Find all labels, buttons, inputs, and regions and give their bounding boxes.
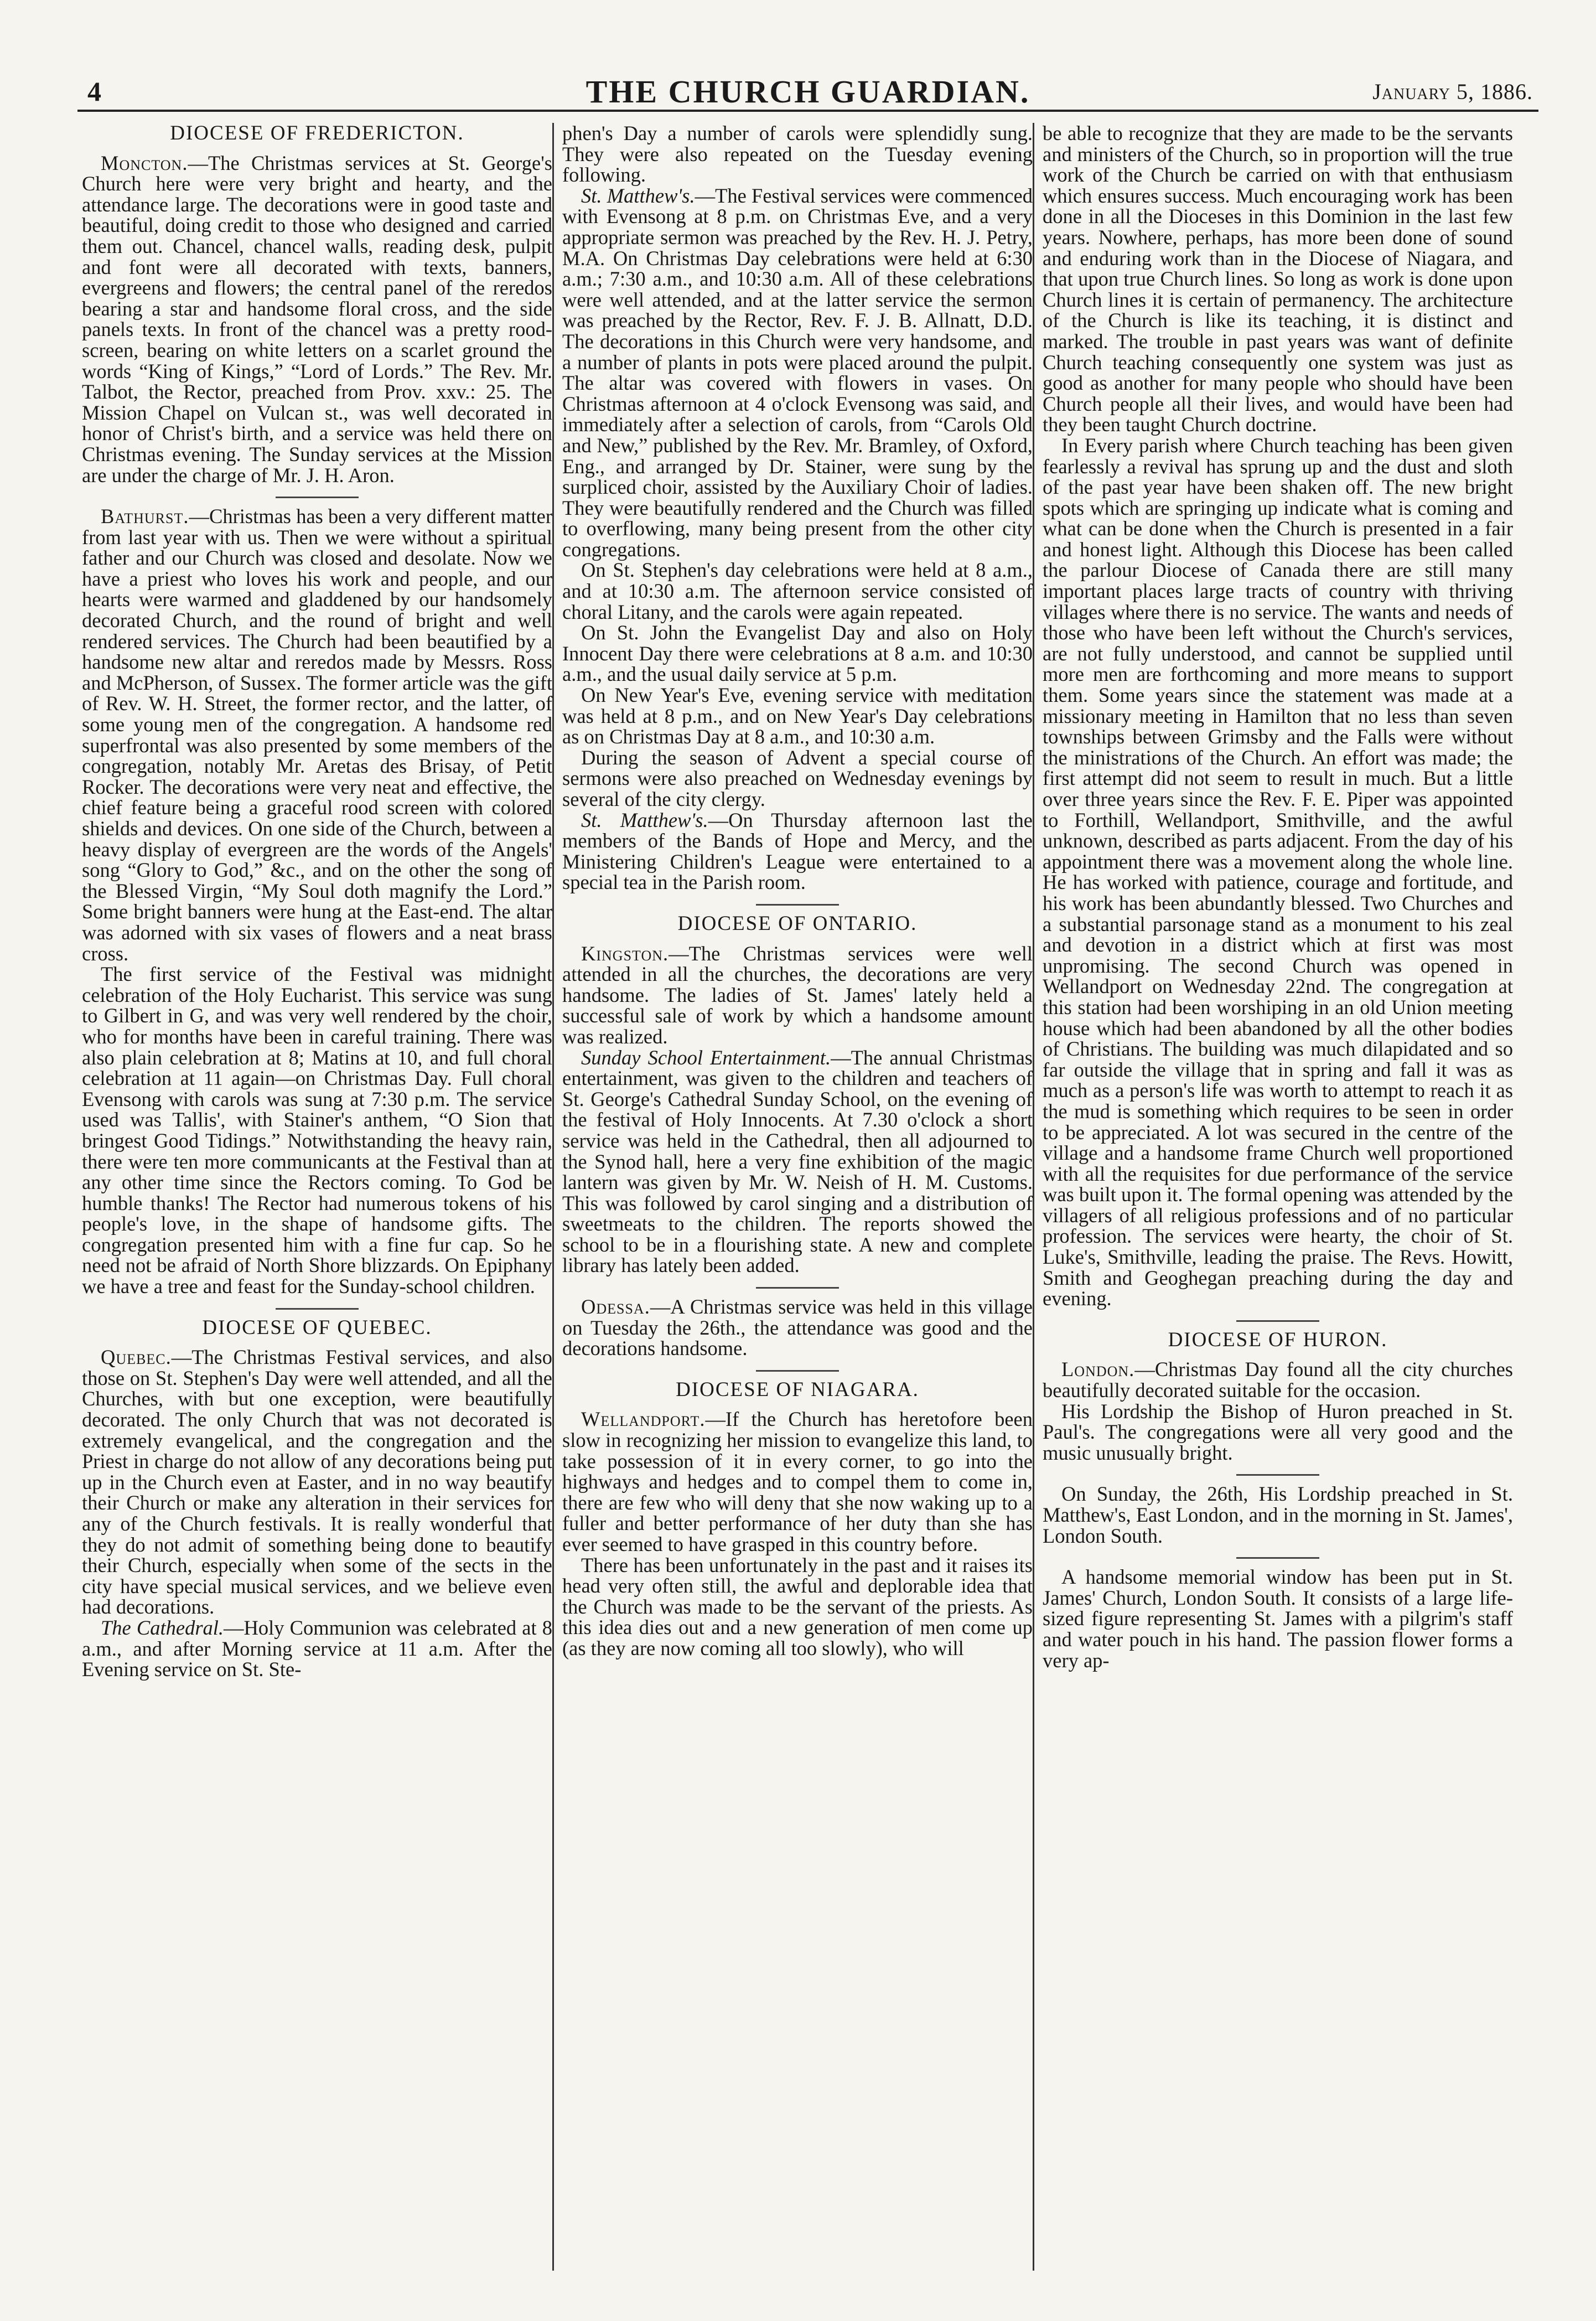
column-3 [1043, 123, 1513, 2276]
article-text: —The Festival services were commenced with Evensong at 8 p.m. on Christmas Eve, and a very appropriate sermon was preached by the Rev. H. J. Petry, M.A. On Christmas Day celebrations were held at 6:30 a.m.; 7:30 a.m., and 10:30 a.m. All of these celebrations were well attended, and at the latter service the sermon was preached by the Rector, Rev. F. J. B. Allnatt, D.D. The decorations in this Church were very handsome, and a number of plants in pots were placed around the pulpit. The altar was covered with flowers in vases. On Christmas afternoon at 4 o'clock Evensong was said, and immediately after a selection of carols, from “Carols Old and New,” published by the Rev. Mr. Bramley, of Oxford, Eng., and arranged by Dr. Stainer, were sung by the surpliced choir, assisted by the Auxiliary Choir of ladies. They were beautifully rendered and the Church was filled to overflowing, many being present from the other city congregations. [562, 184, 1033, 561]
separator [756, 1287, 839, 1289]
issue-date: January 5, 1886. [1372, 79, 1533, 104]
article-st-matthews [562, 185, 1033, 560]
column-2 [562, 123, 1033, 2276]
section-heading-huron: DIOCESE OF HURON. [1168, 1328, 1388, 1351]
article-lead: Wellandport. [581, 1408, 706, 1431]
article-lead: Kingston. [581, 942, 669, 965]
article-paragraph: In Every parish where Church teaching has been given fearlessly a revival has sprung up and the dust and sloth of the past year have been shaken off. The new bright spots which are springing up indicate what is coming and what can be done when the Church is presented in a fair and honest light. Although this Diocese has been called the parlour Diocese of Canada there are still many important places large tracts of country with thriving villages where there is no service. The wants and needs of those who have been left without the Church's services, are not fully understood, and cannot be supplied until more men are forthcoming and more means to support them. Some years since the statement was made at a missionary meeting in Hamilton that no less than seven townships between Grimsby and the Falls were without the ministrations of the Church. An effort was made; the first attempt did not seem to result in much. But a little over three years since the Rev. F. E. Piper was appointed to Forthill, Wellandport, Smithville, and the awful unknown, described as parts adjacent. From the day of his appointment there was a movement along the whole line. He has worked with patience, courage and fortitude, and his work has been abundantly blessed. Two Churches and a substantial parsonage stand as a monument to his zeal and devotion in a district which at first was most unpromising. The second Church was opened in Wellandport on Wednesday 22nd. The congregation at this station had been worshiping in an old Union meeting house which had been abandoned by all the other bodies of Christians. The building was much dilapidated and so far outside the village that in spring and fall it was as much as a person's life was worth to attempt to reach it as the mud is something which requires to be seen in order to be appreciated. A lot was secured in the centre of the village and a handsome frame Church well proportioned with all the requisites for due performance of the service was built upon it. The formal opening was attended by the villagers of all religious professions and of no particular profession. The services were hearty, the choir of St. Luke's, Smithville, leading the praise. The Revs. Howitt, Smith and Geoghegan preaching during the day and evening. [1043, 433, 1513, 1310]
article-paragraph: On St. John the Evangelist Day and also on Holy Innocent Day there were celebrations at 8 a.m. and 10:30 a.m., and the usual daily service at 5 p.m. [562, 621, 1033, 686]
article-sunday-school [562, 1047, 1033, 1276]
article-london [1043, 1359, 1513, 1400]
article-lead: Sunday School Entertainment. [581, 1046, 831, 1069]
separator [756, 1370, 839, 1372]
article-text: —The Christmas Festival services, and also those on St. Stephen's Day were well attended, and all the Churches, with but one exception, were beautifully decorated. The only Church that was not decorated is extremely evangelical, and the congregation and the Priest in charge do not allow of any decorations being put up in the Church even at Easter, and in no way beautify their Church or make any alteration in their services for any of the Church festivals. It is really wonderful that they do not admit of something being done to beautify their Church, especially when some of the sects in the city have special musical services, and we believe even had decorations. [82, 1346, 552, 1619]
section-heading-fredericton: DIOCESE OF FREDERICTON. [170, 123, 464, 144]
article-lead: St. Matthew's. [581, 184, 695, 207]
article-kingston [562, 943, 1033, 1047]
article-bathurst [82, 506, 552, 964]
article-cathedral [82, 1617, 552, 1680]
article-lead: The Cathedral. [101, 1616, 224, 1639]
article-text: —The Christmas services were well attended in all the churches, the decorations are very handsome. The ladies of St. James' lately held a successful sale of work by which a handsome amount was realized. [562, 942, 1033, 1048]
article-paragraph: be able to recognize that they are made to be the servants and ministers of the Church, so in proportion will the true work of the Church be carried on with that enthusiasm which ensures success. Much encouraging work has been done in all the Dioceses in this Dominion in the last few years. Nowhere, perhaps, has more been done of sound and enduring work than in the Diocese of Niagara, and that upon true Church lines. So long as work is done upon Church lines it is certain of permanency. The architecture of the Church is like its teaching, it is distinct and marked. The trouble in past years was want of definite Church teaching consequently one system was just as good as another for many people who should have been Church people all their lives, and would have been had they been taught Church doctrine. [1043, 123, 1513, 436]
article-text: —If the Church has heretofore been slow in recognizing her mission to evangelize this land, to take possession of it in every corner, to go into the highways and hedges and to compel them to come in, there are few who will deny that she now waking up to a fuller and better performance of her duty than she has ever seemed to have grasped in this country before. [562, 1408, 1033, 1555]
article-paragraph: On New Year's Eve, evening service with meditation was held at 8 p.m., and on New Year's Day celebrations as on Christmas Day at 8 a.m., and 10:30 a.m. [562, 684, 1033, 748]
article-paragraph: A handsome memorial window has been put in St. James' Church, London South. It consists of a large life-sized figure representing St. James with a pilgrim's staff and water pouch in his hand. The passion flower forms a very ap- [1043, 1565, 1513, 1672]
article-lead: Quebec. [101, 1346, 172, 1369]
column-1 [82, 123, 552, 2276]
article-paragraph: On Sunday, the 26th, His Lordship preached in St. Matthew's, East London, and in the morning in St. James', London South. [1043, 1482, 1513, 1547]
column-rule [552, 123, 554, 2271]
article-moncton [82, 153, 552, 486]
separator [276, 1308, 359, 1310]
column-rule [1033, 123, 1034, 2271]
article-paragraph: There has been unfortunately in the past and it raises its head very often still, the awful and deplorable idea that the Church was made to be the servant of the priests. As this idea dies out and a new generation of men come up (as they are now coming all too slowly), who will [562, 1553, 1033, 1660]
article-quebec [82, 1347, 552, 1617]
separator [276, 497, 359, 498]
article-paragraph: On St. Stephen's day celebrations were held at 8 a.m., and at 10:30 a.m. The afternoon service consisted of choral Litany, and the carols were again repeated. [562, 559, 1033, 623]
section-heading-ontario: DIOCESE OF ONTARIO. [677, 912, 918, 935]
article-text: —The annual Christmas entertainment, was given to the children and teachers of St. George's Cathedral Sunday School, on the evening of the festival of Holy Innocents. At 7.30 o'clock a short service was held in the Cathedral, then all adjourned to the Synod hall, here a very fine exhibition of the magic lantern was given by Mr. W. Neish of H. M. Customs. This was followed by carol singing and a distribution of sweetmeats to the children. The reports showed the school to be in a flourishing state. A new and complete library has lately been added. [562, 1046, 1033, 1277]
article-odessa [562, 1296, 1033, 1359]
article-lead: London. [1061, 1358, 1135, 1381]
article-text: —Christmas Day found all the city churches beautifully decorated suitable for the occasion. [1043, 1358, 1513, 1402]
article-text: —Holy Communion was celebrated at 8 a.m., and after Morning service at 11 a.m. After the Evening service on St. Ste- [82, 1616, 552, 1681]
article-lead: Moncton. [101, 151, 188, 174]
article-text: —On Thursday afternoon last the members of the Bands of Hope and Mercy, and the Ministering Children's League were entertained to a special tea in the Parish room. [562, 808, 1033, 894]
article-lead: Bathurst. [101, 505, 189, 528]
article-st-matthews-tea [562, 810, 1033, 893]
article-paragraph: His Lordship the Bishop of Huron preached in St. Paul's. The congregations were all very good and the music unusually bright. [1043, 1399, 1513, 1464]
article-text: —Christmas has been a very different matter from last year with us. Then we were without a spiritual father and our Church was closed and desolate. Now we have a priest who loves his work and people, and our hearts were warmed and gladdened by our handsomely decorated Church, and the round of bright and well rendered services. The Church had been beautified by a handsome new altar and reredos made by Messrs. Ross and McPherson, of Sussex. The former article was the gift of Rev. W. H. Street, the former rector, and the latter, of some young men of the congregation. A handsome red superfrontal was also presented by some members of the congregation, notably Mr. Aretas des Brisay, of Petit Rocker. The decorations were very neat and effective, the chief feature being a graceful rood screen with colored shields and devices. On one side of the Church, between a heavy display of evergreen are the words of the Angels' song “Glory to God,” &c., and on the other the song of the Blessed Virgin, “My Soul doth magnify the Lord.” Some bright banners were hung at the East-end. The altar was adorned with six vases of flowers and a neat brass cross. [82, 505, 552, 965]
article-wellandport [562, 1409, 1033, 1554]
separator [1236, 1320, 1319, 1322]
section-heading-niagara: DIOCESE OF NIAGARA. [676, 1378, 919, 1401]
separator [1236, 1557, 1319, 1559]
article-text: —A Christmas service was held in this village on Tuesday the 26th., the attendance was good and the decorations handsome. [562, 1295, 1033, 1360]
article-lead: St. Matthew's. [581, 808, 708, 831]
article-lead: Odessa. [581, 1295, 650, 1319]
page-number: 4 [87, 76, 101, 107]
article-paragraph: The first service of the Festival was midnight celebration of the Holy Eucharist. This service was sung to Gilbert in G, and was very well rendered by the choir, who for months have been in careful training. There was also plain celebration at 8; Matins at 10, and full choral celebration at 11 again—on Christmas Day. Full choral Evensong with carols was sung at 7:30 p.m. The service used was Tallis', with Stainer's anthem, “O Sion that bringest Good Tidings.” Notwithstanding the heavy rain, there were ten more communicants at the Festival than at any other time since the Rectors coming. To God be humble thanks! The Rector had numerous tokens of his people's love, in the shape of handsome gifts. The congregation presented him with a fine fur cap. So he need not be afraid of North Shore blizzards. On Epiphany we have a tree and feast for the Sunday-school children. [82, 963, 552, 1298]
article-text: —The Christmas services at St. George's Church here were very bright and hearty, and the attendance large. The decorations were in good taste and beautiful, doing credit to those who designed and carried them out. Chancel, chancel walls, reading desk, pulpit and font were all decorated with texts, banners, evergreens and flowers; the central panel of the reredos bearing a star and handsome floral cross, and the side panels texts. In front of the chancel was a pretty rood-screen, bearing on white letters on a scarlet ground the words “King of Kings,” “Lord of Lords.” The Rev. Mr. Talbot, the Rector, preached from Prov. xxv.: 25. The Mission Chapel on Vulcan st., was well decorated in honor of Christ's birth, and a service was held there on Christmas evening. The Sunday services at the Mission are under the charge of Mr. J. H. Aron. [82, 151, 552, 487]
section-heading-quebec: DIOCESE OF QUEBEC. [202, 1316, 432, 1339]
newspaper-title: THE CHURCH GUARDIAN. [585, 74, 1030, 110]
article-paragraph: During the season of Advent a special course of sermons were also preached on Wednesday evenings by several of the city clergy. [562, 746, 1033, 810]
separator [756, 904, 839, 906]
separator [1236, 1474, 1319, 1476]
masthead [77, 71, 1538, 112]
article-paragraph: phen's Day a number of carols were splendidly sung. They were also repeated on the Tuesday evening following. [562, 123, 1033, 187]
